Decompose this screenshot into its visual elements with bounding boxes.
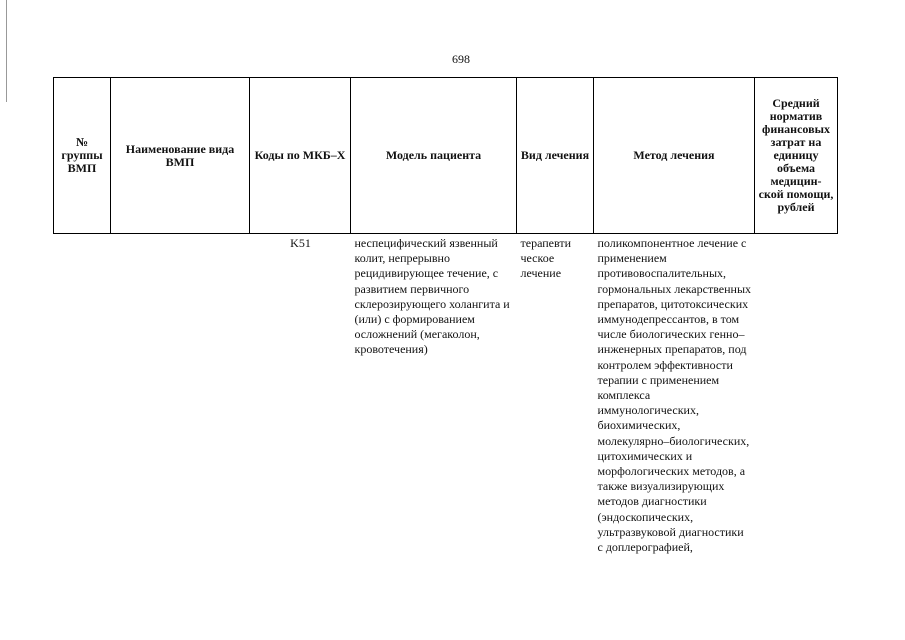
table-row	[54, 234, 838, 556]
cell-icd-code: K51	[290, 236, 311, 250]
header-treatment-method: Метод лечения	[594, 78, 755, 234]
page-number: 698	[452, 52, 470, 66]
header-patient-model: Модель пациента	[351, 78, 517, 234]
vmp-table	[53, 77, 838, 555]
header-vmp-name: Наименование вида ВМП	[111, 78, 250, 234]
cell-vmp-name	[111, 234, 250, 556]
table-header-row	[54, 78, 838, 234]
cell-group-number	[54, 234, 111, 556]
scan-edge-line	[6, 0, 7, 102]
header-group-number: № группы ВМП	[54, 78, 111, 234]
header-icd-codes: Коды по МКБ–Х	[250, 78, 351, 234]
cell-average-cost-norm	[755, 234, 838, 556]
cell-treatment-type: терапевти ческое лечение	[520, 236, 572, 281]
cell-patient-model: неспецифический язвенный колит, непрерывно рецидивирующее течение, с развитием первичного склерозирующего холангита и (или) с формированием осложнений (мегаколон, кровотечения)	[354, 236, 510, 357]
header-average-cost-norm: Средний норматив финансовых затрат на единицу объема медицин-ской помощи, рублей	[755, 78, 838, 234]
header-treatment-type: Вид лечения	[517, 78, 594, 234]
cell-treatment-method: поликомпонентное лечение с применением противовоспалительных, гормональных лекарственных препаратов, цитотоксических иммунодепрессантов, в том числе биологических генно–инженерных препаратов, под контролем эффективности терапии с применением комплекса иммунологических, биохимических, молекулярно–биологических, цитохимических и морфологических методов, а также визуализирующих методов диагностики (эндоскопических, ультразвуковой диагностики с доплерографией,	[597, 236, 752, 555]
